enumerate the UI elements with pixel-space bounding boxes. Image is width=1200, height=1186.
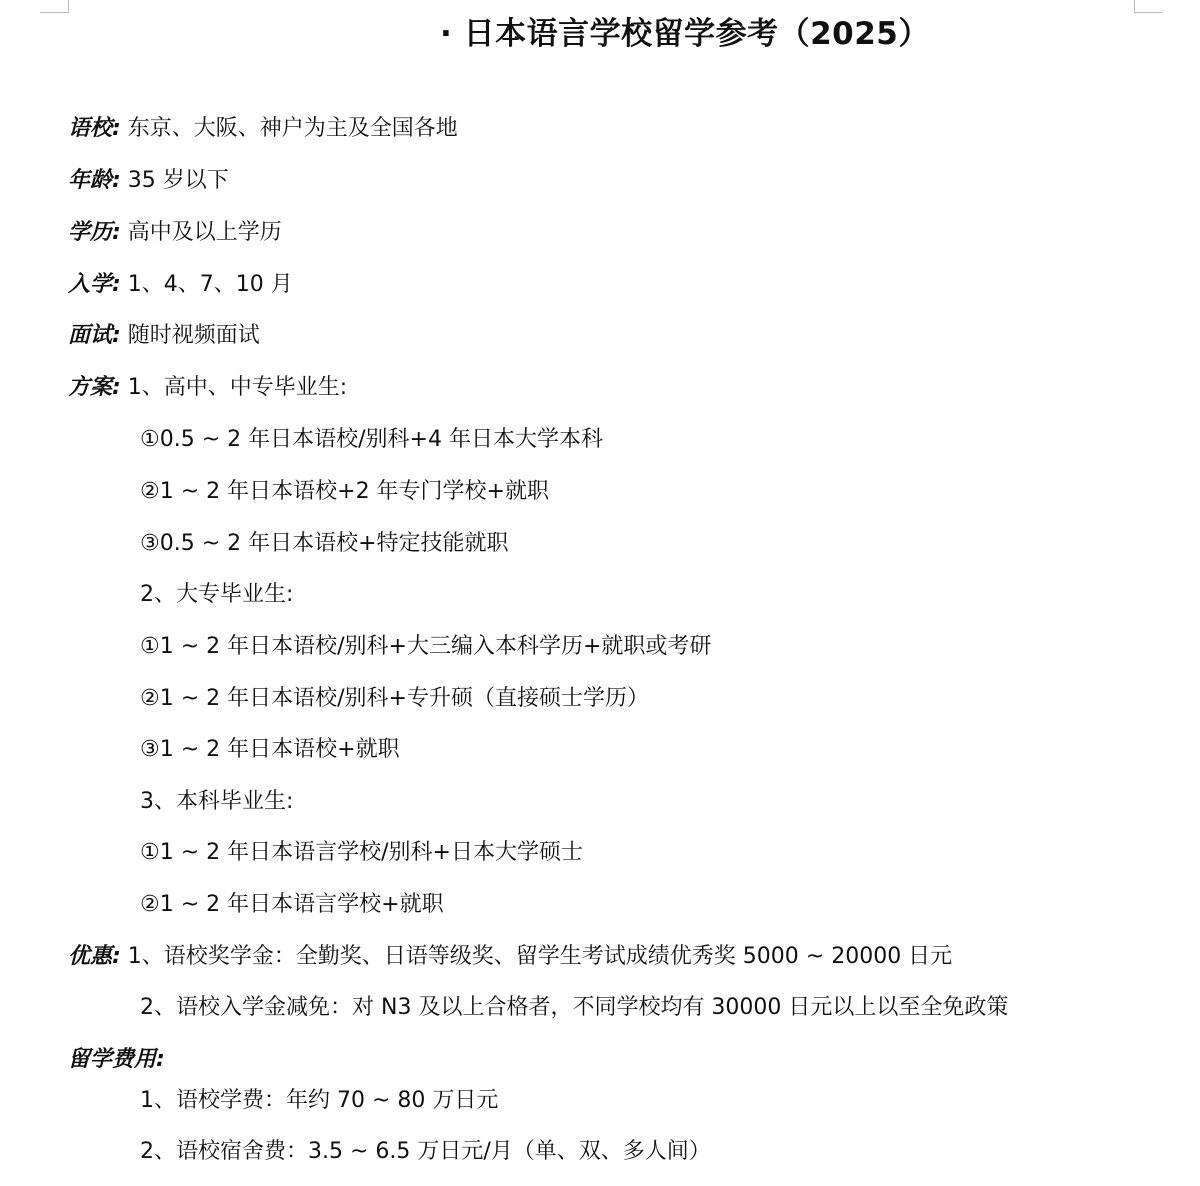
interview-label: 面试:	[68, 323, 121, 348]
interview-value: 随时视频面试	[120, 323, 260, 348]
page-corner-mark-left	[40, 0, 69, 13]
plan-item: ②1 ~ 2 年日本语言学校+就职	[140, 892, 444, 917]
plan-item: ③1 ~ 2 年日本语校+就职	[140, 737, 400, 762]
plan-item: ①1 ~ 2 年日本语言学校/别科+日本大学硕士	[140, 840, 583, 865]
age-row	[68, 166, 229, 196]
page-corner-mark-right	[1134, 0, 1163, 13]
page-title: · 日本语言学校留学参考（2025）	[440, 16, 930, 52]
age-value: 35 岁以下	[120, 168, 229, 193]
benefits-label: 优惠:	[68, 944, 121, 969]
education-row	[68, 218, 282, 248]
plan-group-1-heading: 1、高中、中专毕业生:	[120, 375, 348, 400]
plan-item: ③0.5 ~ 2 年日本语校+特定技能就职	[140, 531, 509, 556]
enrollment-label: 入学:	[68, 272, 121, 297]
benefit-item: 2、语校入学金减免：对 N3 及以上合格者，不同学校均有 30000 日元以上以至全免政策	[140, 995, 1009, 1020]
costs-row	[68, 1045, 165, 1075]
costs-label: 留学费用:	[68, 1047, 165, 1072]
benefits-row	[68, 942, 952, 972]
plans-row	[68, 373, 347, 403]
plan-group-3-heading: 3、本科毕业生:	[140, 789, 294, 814]
enrollment-row	[68, 270, 293, 300]
education-value: 高中及以上学历	[120, 220, 282, 245]
cost-item: 1、语校学费：年约 70 ~ 80 万日元	[140, 1088, 499, 1113]
enrollment-value: 1、4、7、10 月	[120, 272, 293, 297]
plan-item: ①1 ~ 2 年日本语校/别科+大三编入本科学历+就职或考研	[140, 634, 712, 659]
cost-item: 2、语校宿舍费：3.5 ~ 6.5 万日元/月（单、双、多人间）	[140, 1139, 711, 1164]
school-row	[68, 114, 458, 144]
plans-label: 方案:	[68, 375, 121, 400]
plan-item: ②1 ~ 2 年日本语校+2 年专门学校+就职	[140, 479, 549, 504]
interview-row	[68, 321, 260, 351]
school-value: 东京、大阪、神户为主及全国各地	[120, 116, 458, 141]
plan-group-2-heading: 2、大专毕业生:	[140, 582, 294, 607]
plan-item: ①0.5 ~ 2 年日本语校/别科+4 年日本大学本科	[140, 427, 603, 452]
school-label: 语校:	[68, 116, 121, 141]
age-label: 年龄:	[68, 168, 121, 193]
plan-item: ②1 ~ 2 年日本语校/别科+专升硕（直接硕士学历）	[140, 686, 649, 711]
benefit-item: 1、语校奖学金：全勤奖、日语等级奖、留学生考试成绩优秀奖 5000 ~ 20000 日元	[120, 944, 953, 969]
education-label: 学历:	[68, 220, 121, 245]
